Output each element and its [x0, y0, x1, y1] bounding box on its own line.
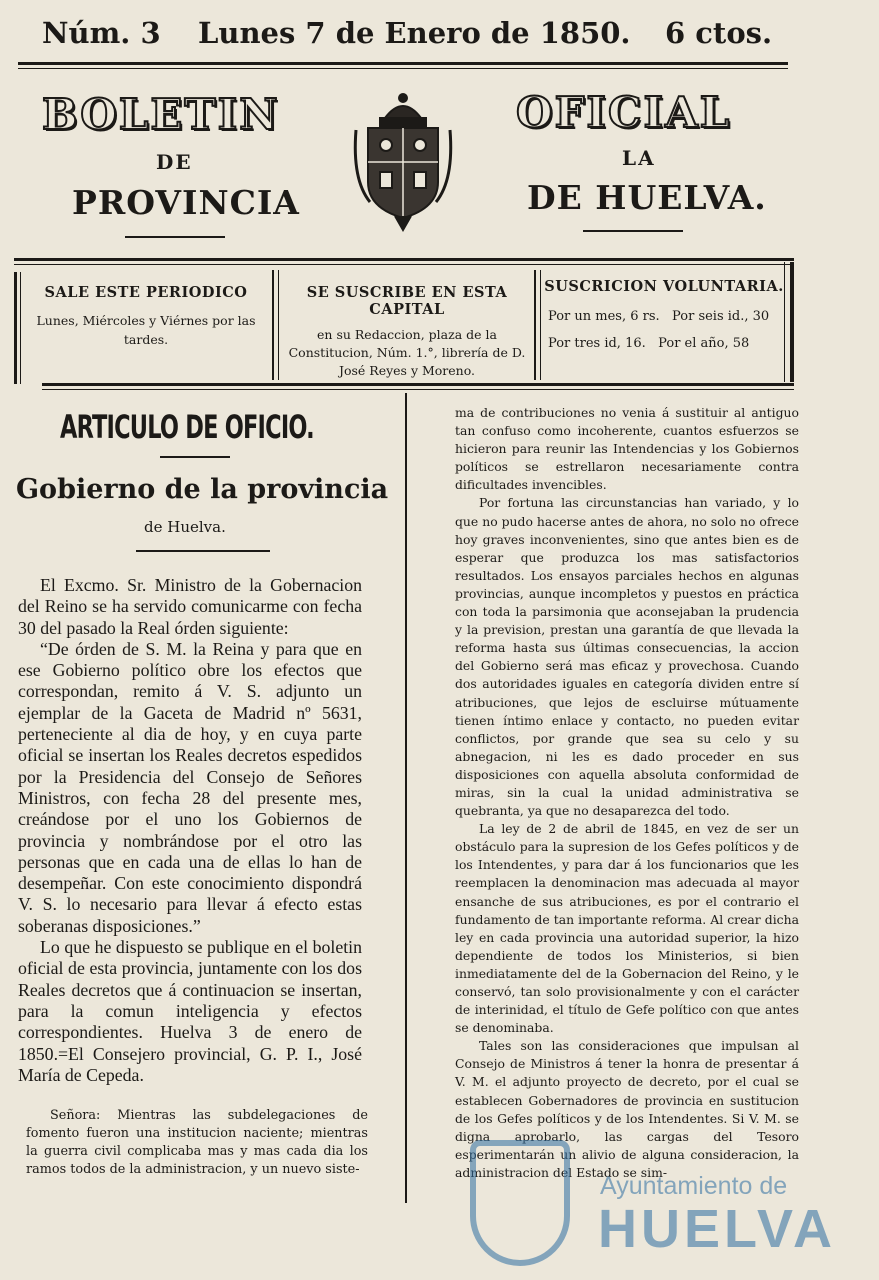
article-subheading: de Huelva.	[144, 518, 226, 536]
left-column-footer	[26, 1107, 368, 1179]
title-la: LA	[622, 146, 656, 170]
info-column-suscricion	[544, 278, 784, 396]
issue-number: Núm. 3	[42, 16, 161, 50]
issue-price: 6 ctos.	[665, 16, 773, 50]
right-paragraph-4: Tales son las consideraciones que impulsan al Consejo de Ministros á tener la honra de presentar á V. M. el adjunto proyecto de decreto, por el cual se establecen Gobernadores de provincia en sustitucion de los Gefes políticos y de los Intendentes. Si V. M. se digna aprobarlo, las cargas del Tesoro esperimentarán un alivio de alguna consideracion, la administracion del Estado se sim-	[455, 1038, 799, 1180]
title-oficial: OFICIAL	[516, 88, 732, 137]
section-ornament	[160, 456, 230, 458]
info-head-suscribe: SE SUSCRIBE EN ESTA CAPITAL	[306, 284, 508, 318]
infobox-top-rule	[14, 258, 794, 261]
coat-of-arms-icon	[350, 90, 456, 232]
right-paragraph-3: La ley de 2 de abril de 1845, en vez de ser un obstáculo para la supresion de los Gefes políticos y de los Intendentes, y para dar á los funcionarios que les reemplacen la denominacion mas adecuada al mayor ensanche de sus atribuciones, es por el contrario el fundamento de tan importante reforma. Al crear dicha ley en cada provincia una autoridad superior, la hizo dependiente de todos los Ministerios, si bien inmediatamente del de la Gobernacion del Reino, y le conservó, tan solo provisionalmente y con el carácter de interinidad, el título de Gefe político con que antes se denominaba.	[455, 821, 799, 1036]
watermark-line-1: Ayuntamiento de	[600, 1172, 788, 1200]
right-paragraph-2: Por fortuna las circunstancias han variado, y lo que no pudo hacerse antes de ahora, no solo no ofrece hoy graves inconvenientes, sino que antes bien es de esperar que produzca los mas satisfactorios resultados. Los ensayos parciales hechos en algunas provincias, aunque incompletos y puestos en práctica con toda la parsimonia que aconsejaban la prudencia y la prevision, prestan una garantía de que llevada la reforma hasta sus últimas consecuencias, la accion del Gobierno será mas eficaz y provechosa. Cuando dos autoridades iguales en categoría dividen entre sí atribuciones, que lejos de escluirse mútuamente tienen íntimo enlace y contacto, no pueden evitar conflictos, por grande que sea su celo y su abnegacion, ni les es dado proceder en sus disposiciones con aquella absoluta conformidad de miras, sin la cual la unidad administrativa se quebranta, ya que no desaparezca del todo.	[455, 495, 799, 819]
right-column-body	[455, 404, 799, 1182]
title-boletin: BOLETIN	[42, 90, 280, 139]
infobox-bottom-rule-thin	[42, 389, 794, 390]
info-box	[14, 262, 796, 386]
title-underline-right	[583, 230, 683, 232]
info-head-suscricion: SUSCRICION VOLUNTARIA.	[544, 278, 784, 295]
title-huelva: DE HUELVA.	[527, 178, 767, 217]
info-price-line-1: Por un mes, 6 rs. Por seis id., 30	[548, 309, 770, 324]
title-provincia: PROVINCIA	[72, 183, 300, 222]
title-de: DE	[156, 150, 193, 174]
issue-date: Lunes 7 de Enero de 1850.	[198, 16, 631, 50]
article-rule	[136, 550, 270, 552]
masthead-rule-thin	[18, 68, 788, 69]
left-column-body	[18, 575, 362, 1086]
watermark-line-2: HUELVA	[598, 1199, 836, 1259]
masthead-rule	[18, 62, 788, 65]
left-paragraph-1: El Excmo. Sr. Ministro de la Gobernacion del Reino se ha servido comunicarme con fecha 30 del pasado la Real órden siguiente:	[18, 575, 362, 638]
watermark-shield-icon	[470, 1140, 570, 1266]
column-divider	[405, 393, 407, 1203]
info-head-periodico: SALE ESTE PERIODICO	[44, 284, 248, 301]
article-heading: Gobierno de la provincia	[16, 474, 389, 505]
title-underline-left	[125, 236, 225, 238]
info-price-line-2: Por tres id, 16. Por el año, 58	[548, 336, 750, 351]
left-paragraph-3: Lo que he dispuesto se publique en el boletin oficial de esta provincia, juntamente con los dos Reales decretos que á continuacion se insertan, para la comun inteligencia y efectos correspondientes. Huelva 3 de enero de 1850.=El Consejero provincial, G. P. I., José María de Cepeda.	[18, 937, 362, 1085]
infobox-bottom-rule	[42, 383, 794, 386]
left-paragraph-2: “De órden de S. M. la Reina y para que en ese Gobierno político obre los efectos que correspondan, remito á V. S. adjunto un ejemplar de la Gaceta de Madrid nº 5631, perteneciente al dia de hoy, y en cuya parte oficial se insertan los Reales decretos espedidos por la Presidencia del Consejo de Señores Ministros, con fecha 28 del presente mes, creándose por el uno los Gobiernos de provincia y nombrándose por el otro las personas que en cada una de ellas lo han de desempeñar. Con este conocimiento dispondrá V. S. lo necesario para llevar á efecto estas soberanas disposiciones.”	[18, 638, 362, 936]
right-paragraph-1: ma de contribuciones no venia á sustituir al antiguo tan confuso como incoherente, cuantos esfuerzos se hicieron para reunir las Intendencias y los Gobiernos políticos se estrellaron necesariamente contra dificultades invencibles.	[455, 405, 799, 493]
masthead	[40, 16, 775, 56]
section-title: ARTICULO DE OFICIO.	[60, 408, 314, 446]
info-text-periodico: Lunes, Miércoles y Viérnes por las tardes.	[36, 313, 256, 347]
info-text-suscribe: en su Redaccion, plaza de la Constitucion, Núm. 1.°, librería de D. José Reyes y Moreno.	[288, 327, 526, 378]
watermark	[470, 1140, 836, 1270]
left-paragraph-4: Señora: Mientras las subdelegaciones de fomento fueron una institucion naciente; mientras la guerra civil complicaba mas y mas cada dia los ramos todos de la administracion, y un nuevo siste-	[26, 1108, 368, 1177]
